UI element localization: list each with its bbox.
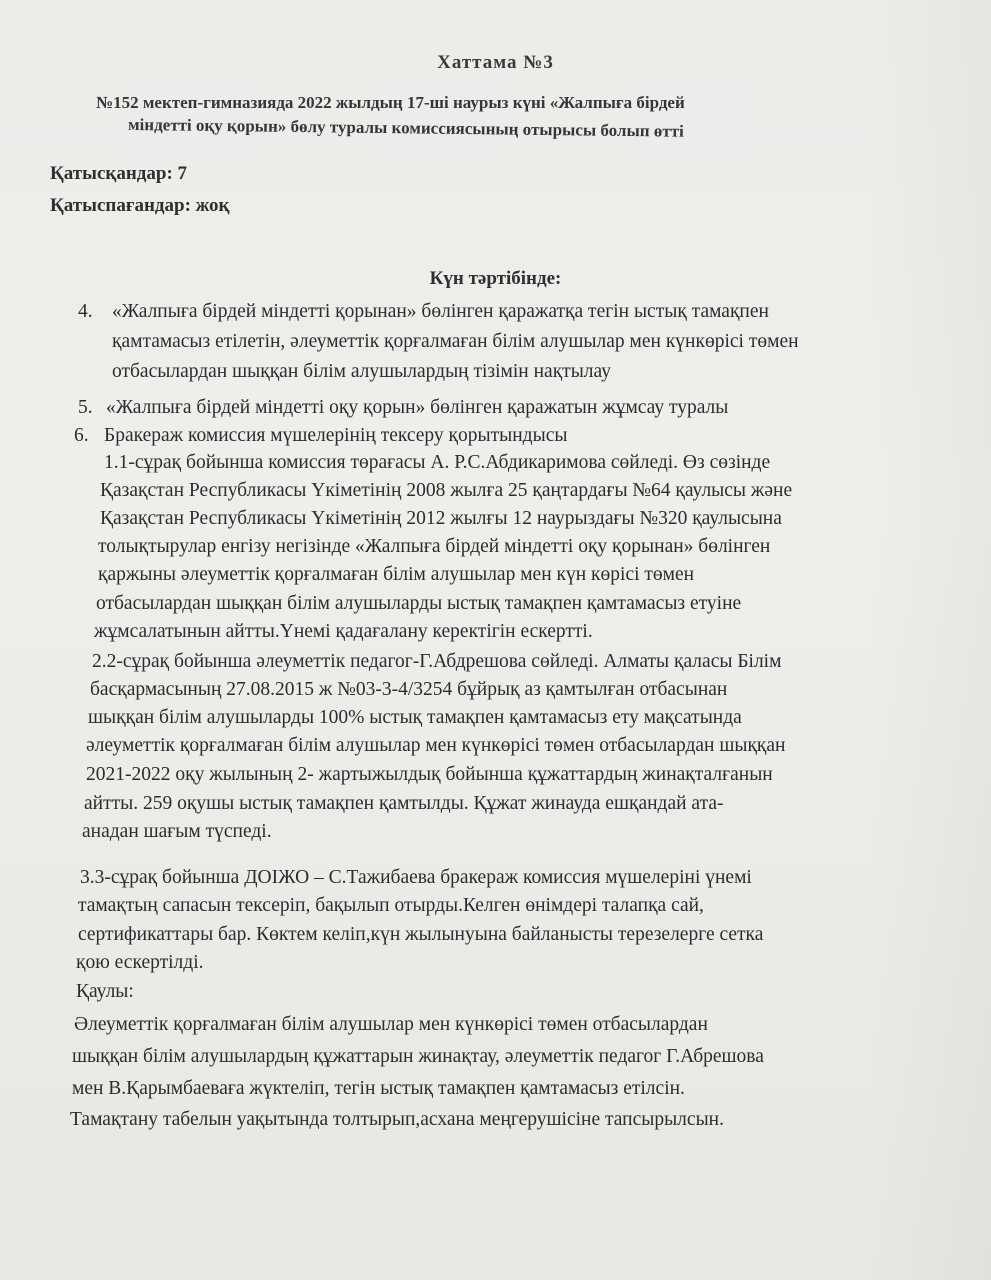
paragraph-2-line: шыққан білім алушыларды 100% ыстық тамақпен қамтамасыз ету мақсатында bbox=[88, 707, 742, 728]
paragraph-1-line: 1.1-сұрақ бойынша комиссия төрағасы А. Р.С.Абдикаримова сөйледі. Өз сөзінде bbox=[104, 452, 771, 473]
paragraph-3-line: 3.3-сұрақ бойынша ДОІЖО – С.Тажибаева бракераж комиссия мүшелеріні үнемі bbox=[80, 867, 752, 888]
protocol-title: Хаттама №3 bbox=[437, 52, 554, 73]
agenda-title: Күн тәртібінде: bbox=[429, 268, 562, 289]
agenda-item-text: «Жалпыға бірдей міндетті оқу қорын» бөлінген қаражатын жұмсау туралы bbox=[106, 397, 729, 418]
paragraph-1-line: Қазақстан Республикасы Үкіметінің 2012 жылғы 12 наурыздағы №320 қаулысына bbox=[100, 508, 782, 529]
paragraph-2-line: әлеуметтік қорғалмаған білім алушылар мен күнкөрісі төмен отбасылардан шыққан bbox=[86, 735, 786, 756]
paragraph-2-line: 2021-2022 оқу жылының 2- жартыжылдық бойынша құжаттардың жинақталғанын bbox=[86, 764, 773, 785]
paragraph-1-line: отбасылардан шыққан білім алушыларды ыстық тамақпен қамтамасыз етуіне bbox=[96, 593, 742, 614]
page-shadow bbox=[871, 0, 991, 1280]
absent-count: Қатыспағандар: жоқ bbox=[50, 195, 230, 216]
paragraph-1-line: Қазақстан Республикасы Үкіметінің 2008 жылға 25 қаңтардағы №64 қаулысы және bbox=[100, 480, 793, 501]
paragraph-1-line: толықтырулар енгізу негізінде «Жалпыға бірдей міндетті оқу қорынан» бөлінген bbox=[98, 536, 771, 557]
meeting-subtitle-line-1: №152 мектеп-гимназияда 2022 жылдың 17-ші наурыз күні «Жалпыға бірдей bbox=[96, 93, 685, 112]
agenda-item-text: Бракераж комиссия мүшелерінің тексеру қорытындысы bbox=[104, 425, 568, 446]
paragraph-3-line: қою ескертілді. bbox=[76, 952, 204, 973]
resolution-line: мен В.Қарымбаеваға жүктеліп, тегін ыстық тамақпен қамтамасыз етілсін. bbox=[72, 1078, 685, 1099]
resolution-line: Тамақтану табелын уақытында толтырып,асхана меңгерушісіне тапсырылсын. bbox=[70, 1109, 724, 1130]
resolution-title: Қаулы: bbox=[76, 981, 134, 1002]
paragraph-2-line: айтты. 259 оқушы ыстық тамақпен қамтылды. Құжат жинауда ешқандай ата- bbox=[84, 793, 724, 814]
resolution-line: Әлеуметтік қорғалмаған білім алушылар мен күнкөрісі төмен отбасылардан bbox=[74, 1014, 708, 1035]
present-count: Қатысқандар: 7 bbox=[50, 163, 188, 184]
paragraph-2-line: 2.2-сұрақ бойынша әлеуметтік педагог-Г.Абдрешова сөйледі. Алматы қаласы Білім bbox=[92, 651, 782, 672]
agenda-item-number: 5. bbox=[78, 397, 93, 418]
paragraph-1-line: қаржыны әлеуметтік қорғалмаған білім алушылар мен күн көрісі төмен bbox=[98, 564, 695, 585]
paragraph-3-line: тамақтың сапасын тексеріп, бақылып отырды.Келген өнімдері талапқа сай, bbox=[78, 895, 704, 916]
agenda-item-number: 6. bbox=[74, 425, 89, 446]
agenda-item-text: қамтамасыз етілетін, әлеуметтік қорғалмаған білім алушылар мен күнкөрісі төмен bbox=[112, 331, 799, 352]
paragraph-1-line: жұмсалатынын айтты.Үнемі қадағалану керектігін ескертті. bbox=[94, 621, 593, 642]
agenda-item-text: «Жалпыға бірдей міндетті қорынан» бөлінген қаражатқа тегін ыстық тамақпен bbox=[112, 301, 769, 322]
resolution-line: шыққан білім алушылардың құжаттарын жинақтау, әлеуметтік педагог Г.Абрешова bbox=[72, 1046, 764, 1067]
paragraph-2-line: анадан шағым түспеді. bbox=[82, 821, 272, 842]
agenda-item-number: 4. bbox=[78, 301, 93, 322]
agenda-item-text: отбасылардан шыққан білім алушылардың тізімін нақтылау bbox=[112, 361, 611, 382]
paragraph-3-line: сертификаттары бар. Көктем келіп,күн жылынуына байланысты терезелерге сетка bbox=[78, 924, 764, 945]
paragraph-2-line: басқармасының 27.08.2015 ж №03-3-4/3254 бұйрық аз қамтылған отбасынан bbox=[90, 679, 728, 700]
meeting-subtitle-line-2: міндетті оқу қорын» бөлу туралы комиссиясының отырысы болып өтті bbox=[127, 114, 684, 141]
